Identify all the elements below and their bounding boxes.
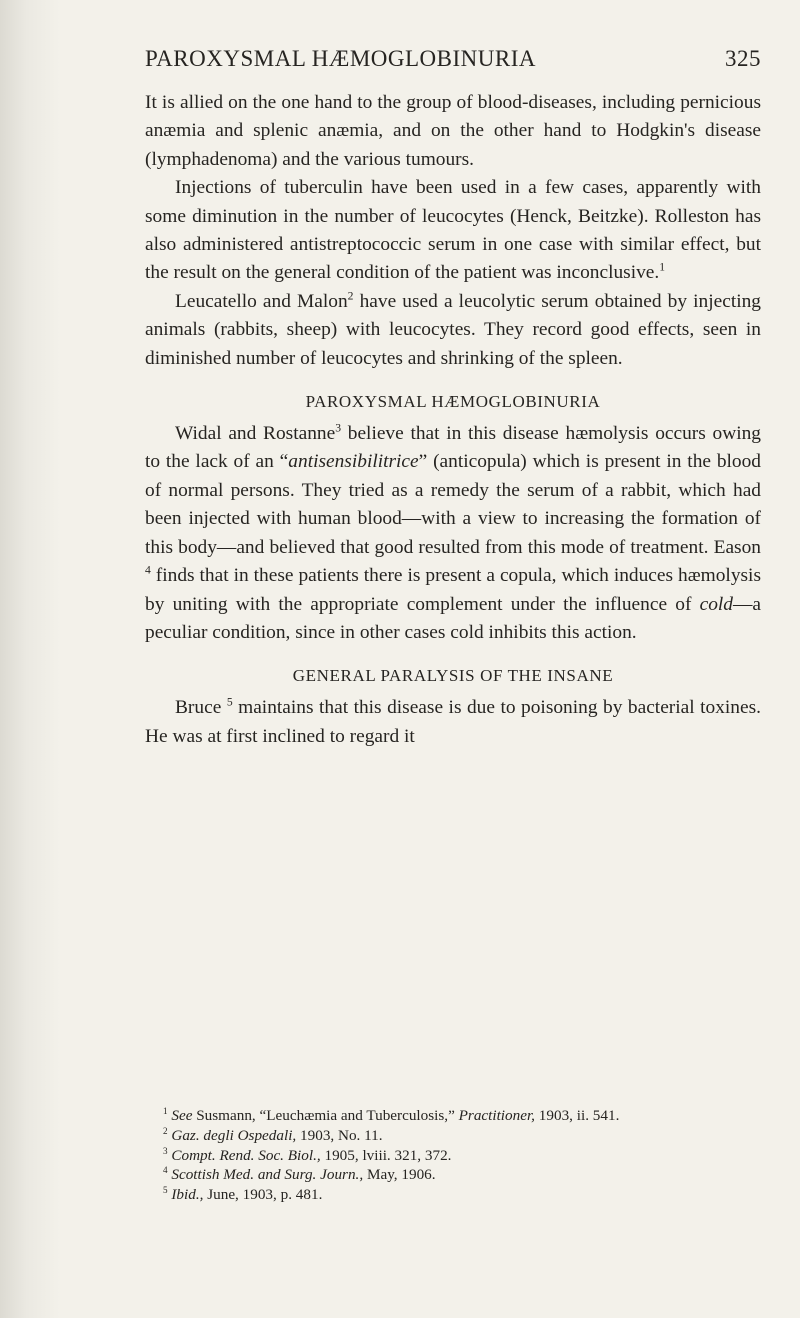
section-heading-haemoglobinuria: PAROXYSMAL HÆMOGLOBINURIA — [305, 392, 601, 412]
footnote-1: $^1$ See Susmann, “Leuchæmia and Tuberculosis,” Practitioner, 1903, ii. 541. — [163, 1105, 620, 1124]
paragraph-2: Injections of tuberculin have been used in a few cases, apparently with some diminution in the number of leucocytes (Henck, Beitzke). Rolleston has also administered antistreptococcic serum in one case with similar effect, but the result on the general condition of the patient was inconclusive.$^1$ — [145, 177, 761, 284]
paragraph-3: Leucatello and Malon$^2$ have used a leucolytic serum obtained by injecting animals (rabbits, sheep) with leucocytes. They record good effects, seen in diminished number of leucocytes and shrinking of the spleen. — [145, 289, 761, 369]
paragraph-5: Bruce $^5$ maintains that this disease is due to poisoning by bacterial toxines. He was at first inclined to regard it — [145, 695, 761, 747]
section-heading-general-paralysis: GENERAL PARALYSIS OF THE INSANE — [292, 666, 614, 686]
footnotes — [145, 1106, 761, 1205]
footnote-ref-5[interactable]: 5 — [226, 695, 233, 709]
running-title: PAROXYSMAL HÆMOGLOBINURIA — [145, 46, 536, 71]
body-text — [145, 89, 761, 751]
paragraph-4: Widal and Rostanne$^3$ believe that in this disease hæmolysis occurs owing to the lack of an “antisensibilitrice” (anticopula) which is present in the blood of normal persons. They tried as a remedy the serum of a rabbit, which had been injected with human blood—with a view to increasing the formation of this body—and believed that good resulted from this mode of treatment. Eason $^4$ finds that in these patients there is present a copula, which induces hæmolysis by uniting with the appropriate complement under the influence of cold—a peculiar condition, since in other cases cold inhibits this action. — [145, 421, 761, 643]
footnote-5: $^5$ Ibid., June, 1903, p. 481. — [163, 1185, 323, 1204]
footnote-ref-2[interactable]: 2 — [347, 289, 354, 303]
footnote-3: $^3$ Compt. Rend. Soc. Biol., 1905, lviii. 321, 372. — [163, 1145, 452, 1164]
footnote-2: $^2$ Gaz. degli Ospedali, 1903, No. 11. — [163, 1125, 383, 1144]
footnote-ref-3[interactable]: 3 — [335, 421, 342, 435]
page-number: 325 — [725, 46, 761, 71]
footnote-ref-4[interactable]: 4 — [145, 563, 151, 577]
running-head — [145, 46, 761, 76]
footnote-ref-1[interactable]: 1 — [659, 260, 666, 274]
footnote-4: $^4$ Scottish Med. and Surg. Journ., May, 1906. — [163, 1165, 436, 1184]
paragraph-1: It is allied on the one hand to the group of blood-diseases, including pernicious anæmia and splenic anæmia, and on the other hand to Hodgkin's disease (lymphadenoma) and the various tumours. — [145, 92, 761, 170]
spine-shadow — [0, 0, 60, 1318]
